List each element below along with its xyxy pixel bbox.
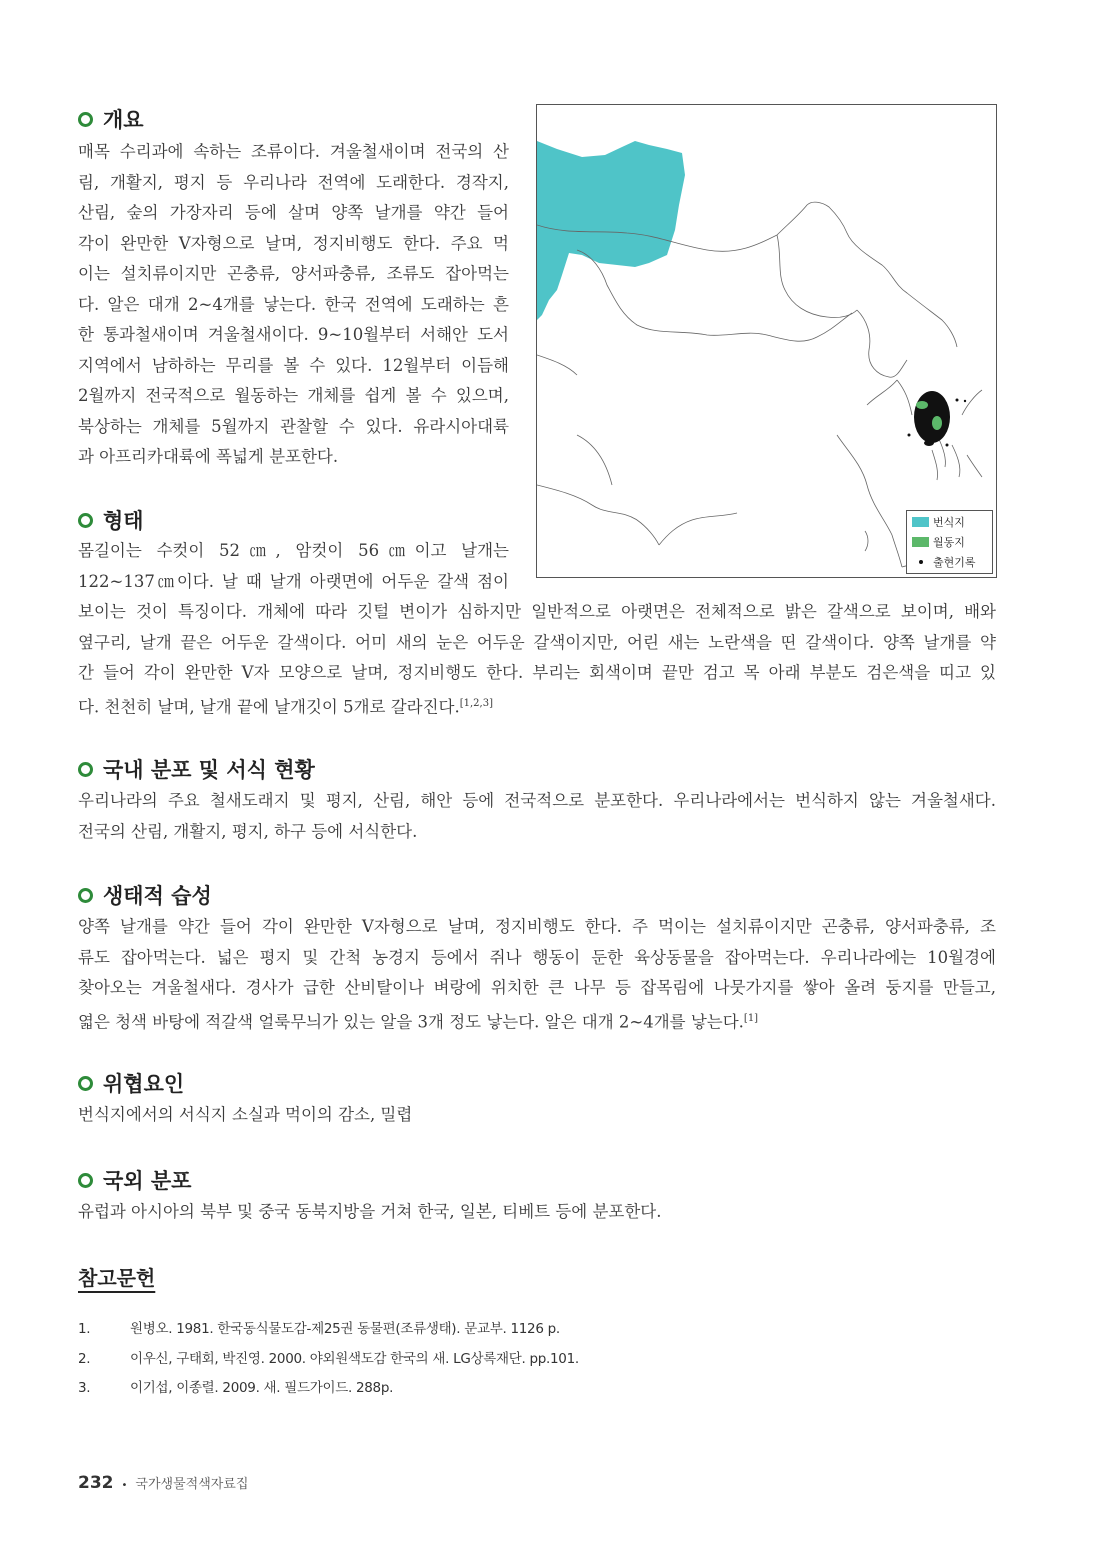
record-dot-icon — [919, 560, 923, 564]
text-line: 다. 알은 대개 2~4개를 낳는다. 한국 전역에 도래하는 흔 — [78, 294, 509, 314]
section-title: 형태 — [103, 509, 144, 533]
text-line: 림, 개활지, 평지 등 우리나라 전역에 도래한다. 경작지, — [78, 172, 509, 192]
reference-number: 1. — [78, 1321, 91, 1337]
text-line: 보이는 것이 특징이다. 개체에 따라 깃털 변이가 심하지만 일반적으로 아랫면은 전체적으로 밝은 갈색으로 보이며, 배와 — [78, 602, 996, 621]
section-heading-threats — [78, 1068, 184, 1098]
text-line: 몸길이는 수컷이 52㎝, 암컷이 56㎝이고 날개는 — [78, 541, 509, 560]
legend-item-wintering — [907, 533, 992, 551]
text-line: 과 아프리카대륙에 폭넓게 분포한다. — [78, 447, 339, 466]
text-line: 유럽과 아시아의 북부 및 중국 동북지방을 거쳐 한국, 일본, 티베트 등에 분포한다. — [78, 1202, 662, 1221]
wintering-swatch-icon — [912, 537, 929, 547]
morphology-paragraph — [78, 597, 996, 723]
text-line: 북상하는 개체를 5월까지 관찰할 수 있다. 유라시아대륙 — [78, 416, 509, 436]
page-footer — [78, 1473, 248, 1493]
reference-text: 이우신, 구태회, 박진영. 2000. 야외원색도감 한국의 새. LG상록재단. pp.101. — [130, 1351, 579, 1367]
section-title: 국내 분포 및 서식 현황 — [103, 758, 315, 782]
text-line: 간 들어 각이 완만한 V자 모양으로 날며, 정지비행도 한다. 부리는 회색이며 끝만 검고 목 아래 부분도 검은색을 띠고 있 — [78, 663, 996, 682]
reference-item — [78, 1317, 560, 1337]
text-line: 한 통과철새이며 겨울철새이다. 9~10월부터 서해안 도서 — [78, 325, 509, 344]
reference-text: 원병오. 1981. 한국동식물도감-제25권 동물편(조류생태). 문교부. 1126 p. — [130, 1321, 560, 1337]
text-line: 매목 수리과에 속하는 조류이다. 겨울철새이며 전국의 산 — [78, 142, 509, 161]
text-line: 산림, 숲의 가장자리 등에 살며 양쪽 날개를 약간 들어 — [78, 203, 509, 222]
reference-number: 2. — [78, 1351, 91, 1367]
section-heading-overseas — [78, 1165, 191, 1195]
reference-item — [78, 1376, 393, 1396]
legend-item-breeding — [907, 513, 992, 531]
section-title: 위협요인 — [103, 1072, 185, 1096]
text-line: 122~137㎝이다. 날 때 날개 아랫면에 어두운 갈색 점이 — [78, 571, 509, 591]
morphology-paragraph-top — [78, 536, 509, 597]
section-heading-overview — [78, 104, 144, 134]
records-cluster — [914, 391, 950, 443]
reference-item — [78, 1347, 579, 1367]
text-line: 우리나라의 주요 철새도래지 및 평지, 산림, 해안 등에 전국적으로 분포한다. 우리나라에서는 번식하지 않는 겨울철새다. — [78, 791, 996, 810]
text-line — [78, 689, 996, 723]
section-title: 국외 분포 — [103, 1169, 192, 1193]
circle-bullet-icon — [78, 1076, 93, 1091]
reference-number: 3. — [78, 1380, 91, 1396]
circle-bullet-icon — [78, 112, 93, 127]
text-line — [78, 1004, 996, 1038]
circle-bullet-icon — [78, 762, 93, 777]
circle-bullet-icon — [78, 888, 93, 903]
text-line: 양쪽 날개를 약간 들어 각이 완만한 V자형으로 날며, 정지비행도 한다. 주 먹이는 설치류이지만 곤충류, 양서파충류, 조 — [78, 917, 996, 936]
legend-label: 월동지 — [933, 536, 965, 549]
text-line: 전국의 산림, 개활지, 평지, 하구 등에 서식한다. — [78, 821, 418, 841]
text-line: 2월까지 전국적으로 월동하는 개체를 쉽게 볼 수 있으며, — [78, 386, 509, 405]
threats-paragraph — [78, 1100, 996, 1131]
overseas-paragraph — [78, 1197, 996, 1228]
domestic-paragraph — [78, 786, 996, 847]
text-line: 각이 완만한 V자형으로 날며, 정지비행도 한다. 주요 먹 — [78, 233, 509, 253]
legend-item-records — [907, 553, 992, 571]
map-graphic — [537, 105, 996, 577]
text-line: 류도 잡아먹는다. 넓은 평지 및 간척 농경지 등에서 쥐나 행동이 둔한 육상동물을 잡아먹는다. 우리나라에는 10월경에 — [78, 947, 996, 967]
ecology-paragraph — [78, 912, 996, 1038]
overview-paragraph — [78, 137, 509, 473]
circle-bullet-icon — [78, 1173, 93, 1188]
circle-bullet-icon — [78, 513, 93, 528]
text-line-body: 다. 천천히 날며, 날개 끝에 날개깃이 5개로 갈라진다. — [78, 697, 460, 716]
section-heading-morphology — [78, 505, 144, 535]
section-heading-domestic — [78, 754, 315, 784]
text-line: 옆구리, 날개 끝은 어두운 갈색이다. 어미 새의 눈은 어두운 갈색이지만, 어린 새는 노란색을 띤 갈색이다. 양쪽 날개를 약 — [78, 632, 996, 652]
citation: [1] — [743, 1012, 759, 1024]
breeding-swatch-icon — [912, 517, 929, 527]
text-line: 찾아오는 겨울철새다. 경사가 급한 산비탈이나 벼랑에 위치한 큰 나무 등 잡목림에 나뭇가지를 쌓아 올려 둥지를 만들고, — [78, 978, 996, 997]
section-title: 생태적 습성 — [103, 884, 212, 908]
page-number: 232 — [78, 1473, 114, 1493]
section-title: 개요 — [103, 108, 144, 132]
references-title: 참고문헌 — [78, 1266, 156, 1290]
map-legend — [906, 510, 993, 574]
book-title: 국가생물적색자료집 — [135, 1477, 249, 1492]
reference-text: 이기섭, 이종렬. 2009. 새. 필드가이드. 288p. — [130, 1380, 394, 1396]
section-heading-ecology — [78, 880, 212, 910]
legend-label: 출현기록 — [933, 556, 976, 569]
text-line: 번식지에서의 서식지 소실과 먹이의 감소, 밀렵 — [78, 1105, 413, 1124]
legend-label: 번식지 — [933, 516, 965, 529]
separator-dot-icon: • — [121, 1480, 128, 1491]
text-line: 지역에서 남하하는 무리를 볼 수 있다. 12월부터 이듬해 — [78, 355, 509, 375]
text-line: 이는 설치류이지만 곤충류, 양서파충류, 조류도 잡아먹는 — [78, 264, 509, 283]
distribution-map — [536, 104, 997, 578]
text-line-body: 엷은 청색 바탕에 적갈색 얼룩무늬가 있는 알을 3개 정도 낳는다. 알은 대개 2~4개를 낳는다. — [78, 1012, 744, 1031]
citation: [1,2,3] — [459, 697, 493, 709]
